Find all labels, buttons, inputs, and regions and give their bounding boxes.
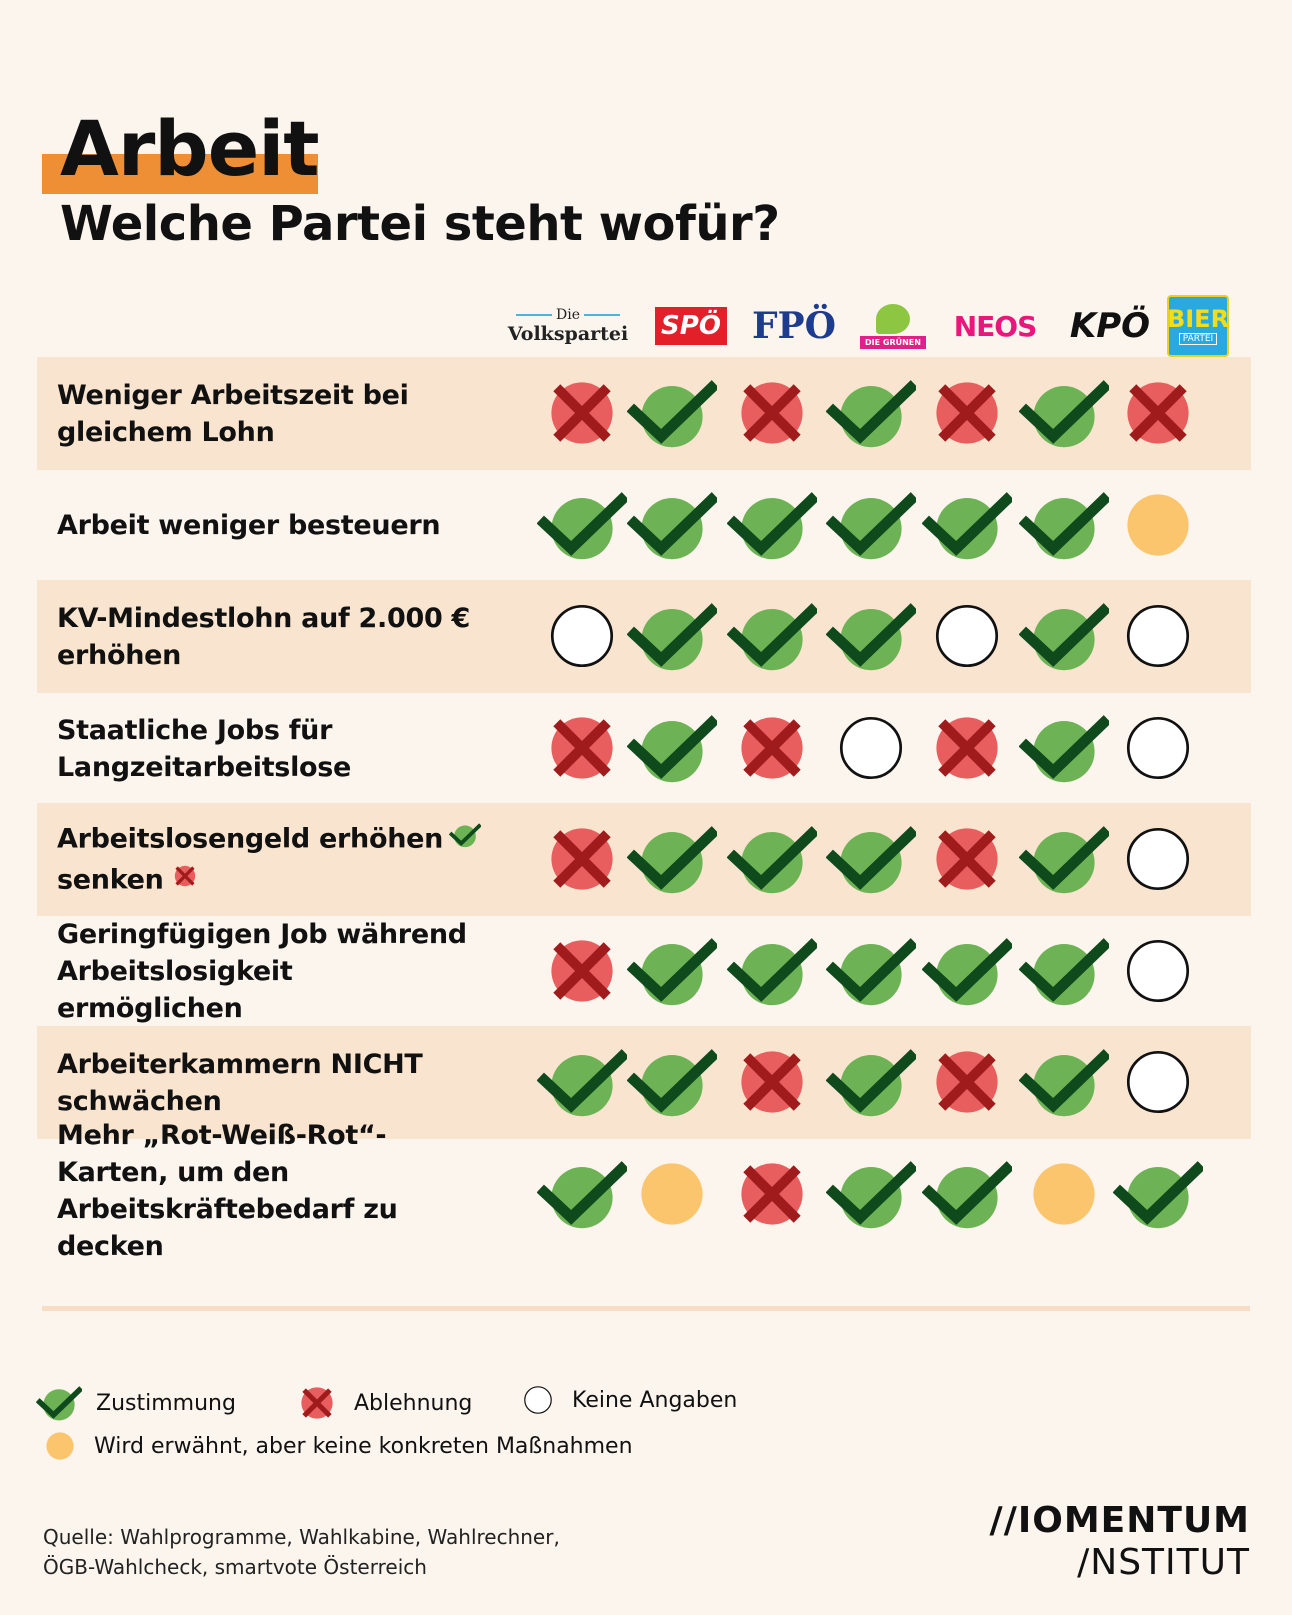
check-icon [1019, 703, 1109, 793]
check-icon [826, 368, 916, 458]
check-icon [727, 480, 817, 570]
legend-no [294, 1380, 472, 1426]
cross-icon [922, 368, 1012, 458]
table-row [37, 469, 1251, 582]
table-row [37, 915, 1251, 1028]
cross-icon [537, 814, 627, 904]
cross-icon [922, 1037, 1012, 1127]
empty-circle-icon [1113, 926, 1203, 1016]
cross-icon [727, 1037, 817, 1127]
row-label [57, 803, 497, 916]
check-icon [922, 926, 1012, 1016]
logo-gruene-text: DIE GRÜNEN [860, 336, 926, 349]
row-label [57, 469, 487, 582]
table-row [37, 692, 1251, 805]
check-icon [627, 480, 717, 570]
check-icon [627, 703, 717, 793]
empty-circle-icon [1113, 814, 1203, 904]
legend-none-label: Keine Angaben [572, 1387, 738, 1413]
logo-neos-text: NEOS [953, 309, 1037, 343]
check-icon [727, 926, 817, 1016]
cross-icon [727, 703, 817, 793]
cross-icon [537, 703, 627, 793]
check-icon [537, 1037, 627, 1127]
check-icon [627, 368, 717, 458]
row-label-text-2: senken [57, 864, 164, 895]
check-icon [1019, 368, 1109, 458]
logo-spoe-text: SPÖ [655, 307, 727, 345]
logo-volkspartei-top: Die [516, 307, 620, 323]
empty-circle-icon [922, 591, 1012, 681]
row-label-text: Arbeiterkammern NICHT schwächen [57, 1048, 423, 1117]
page-title: Arbeit [60, 104, 319, 193]
row-label-text: Arbeit weniger besteuern [57, 510, 441, 541]
cross-icon [922, 814, 1012, 904]
check-icon [1019, 480, 1109, 570]
brand-line-2: /NSTITUT [1077, 1542, 1250, 1583]
gruene-leaf-icon [876, 304, 910, 334]
table-row [37, 1119, 1251, 1262]
title-block [42, 104, 319, 194]
check-icon [922, 480, 1012, 570]
check-icon [826, 480, 916, 570]
table-row [37, 803, 1251, 916]
yellow-circle-icon [1113, 480, 1203, 570]
legend-no-label: Ablehnung [354, 1390, 473, 1416]
logo-kpoe [1060, 290, 1160, 362]
cross-icon [727, 1149, 817, 1239]
empty-circle-icon [518, 1380, 572, 1420]
row-label [57, 1119, 487, 1262]
row-label-text: Arbeitslosengeld erhöhen [57, 823, 444, 854]
logo-kpoe-text: KPÖ [1069, 306, 1151, 346]
check-icon [537, 1149, 627, 1239]
check-icon [727, 814, 817, 904]
cross-icon [922, 703, 1012, 793]
cross-icon [537, 926, 627, 1016]
logo-volkspartei [507, 290, 629, 362]
legend-mention-label: Wird erwähnt, aber keine konkreten Maßnahmen [94, 1433, 633, 1459]
check-icon [1113, 1149, 1203, 1239]
check-icon [627, 1037, 717, 1127]
logo-fpoe [744, 290, 844, 362]
table-row [37, 357, 1251, 470]
empty-circle-icon [1113, 703, 1203, 793]
cross-icon [170, 861, 200, 901]
row-label [57, 580, 487, 693]
check-icon [627, 926, 717, 1016]
check-icon [627, 591, 717, 681]
yellow-circle-icon [627, 1149, 717, 1239]
check-icon [826, 814, 916, 904]
empty-circle-icon [1113, 591, 1203, 681]
row-label [57, 692, 487, 805]
yellow-circle-icon [40, 1426, 94, 1466]
logo-gruene [843, 290, 943, 362]
cross-icon [537, 368, 627, 458]
source-note [43, 1522, 560, 1582]
row-label-text: Mehr „Rot-Weiß-Rot“-Karten, um den Arbeitskräftebedarf zu decken [57, 1119, 398, 1262]
legend-yes-label: Zustimmung [96, 1390, 236, 1416]
row-label-text: Geringfügigen Job während Arbeitslosigkeit ermöglichen [57, 919, 467, 1024]
brand-line-1: //IOMENTUM [989, 1500, 1250, 1541]
logo-bierpartei [1148, 290, 1248, 362]
cross-icon [294, 1380, 354, 1426]
check-icon [1019, 591, 1109, 681]
check-icon [627, 814, 717, 904]
check-icon [922, 1149, 1012, 1239]
check-icon [36, 1380, 96, 1426]
check-icon [826, 591, 916, 681]
source-line-2: ÖGB-Wahlcheck, smartvote Österreich [43, 1555, 427, 1579]
check-icon [537, 480, 627, 570]
logo-fpoe-text: FPÖ [752, 305, 836, 347]
legend-yes [36, 1380, 236, 1426]
logo-bier-text: BIER [1166, 305, 1230, 333]
logo-bier-sub: PARTEI [1179, 333, 1217, 345]
empty-circle-icon [826, 703, 916, 793]
check-icon [826, 1149, 916, 1239]
check-icon [826, 926, 916, 1016]
brand-logo [990, 1500, 1250, 1584]
check-icon [1019, 926, 1109, 1016]
yellow-circle-icon [1019, 1149, 1109, 1239]
source-line-1: Quelle: Wahlprogramme, Wahlkabine, Wahlrechner, [43, 1525, 560, 1549]
logo-neos [945, 290, 1045, 362]
legend-mention [40, 1426, 633, 1466]
check-icon [1019, 1037, 1109, 1127]
logo-volkspartei-text: Volkspartei [507, 323, 629, 345]
empty-circle-icon [1113, 1037, 1203, 1127]
empty-circle-icon [537, 591, 627, 681]
row-label-text: KV-Mindestlohn auf 2.000 € erhöhen [57, 602, 471, 671]
check-icon [449, 819, 481, 861]
logo-spoe [641, 290, 741, 362]
legend-none [518, 1380, 737, 1420]
row-label [57, 357, 487, 470]
check-icon [727, 591, 817, 681]
row-label [57, 915, 487, 1028]
row-label-text: Weniger Arbeitszeit bei gleichem Lohn [57, 379, 409, 448]
row-label-text: Staatliche Jobs für Langzeitarbeitslose [57, 714, 352, 783]
table-bottom-divider [42, 1306, 1250, 1311]
page-subtitle: Welche Partei steht wofür? [60, 196, 780, 252]
check-icon [826, 1037, 916, 1127]
cross-icon [1113, 368, 1203, 458]
table-row [37, 580, 1251, 693]
cross-icon [727, 368, 817, 458]
check-icon [1019, 814, 1109, 904]
